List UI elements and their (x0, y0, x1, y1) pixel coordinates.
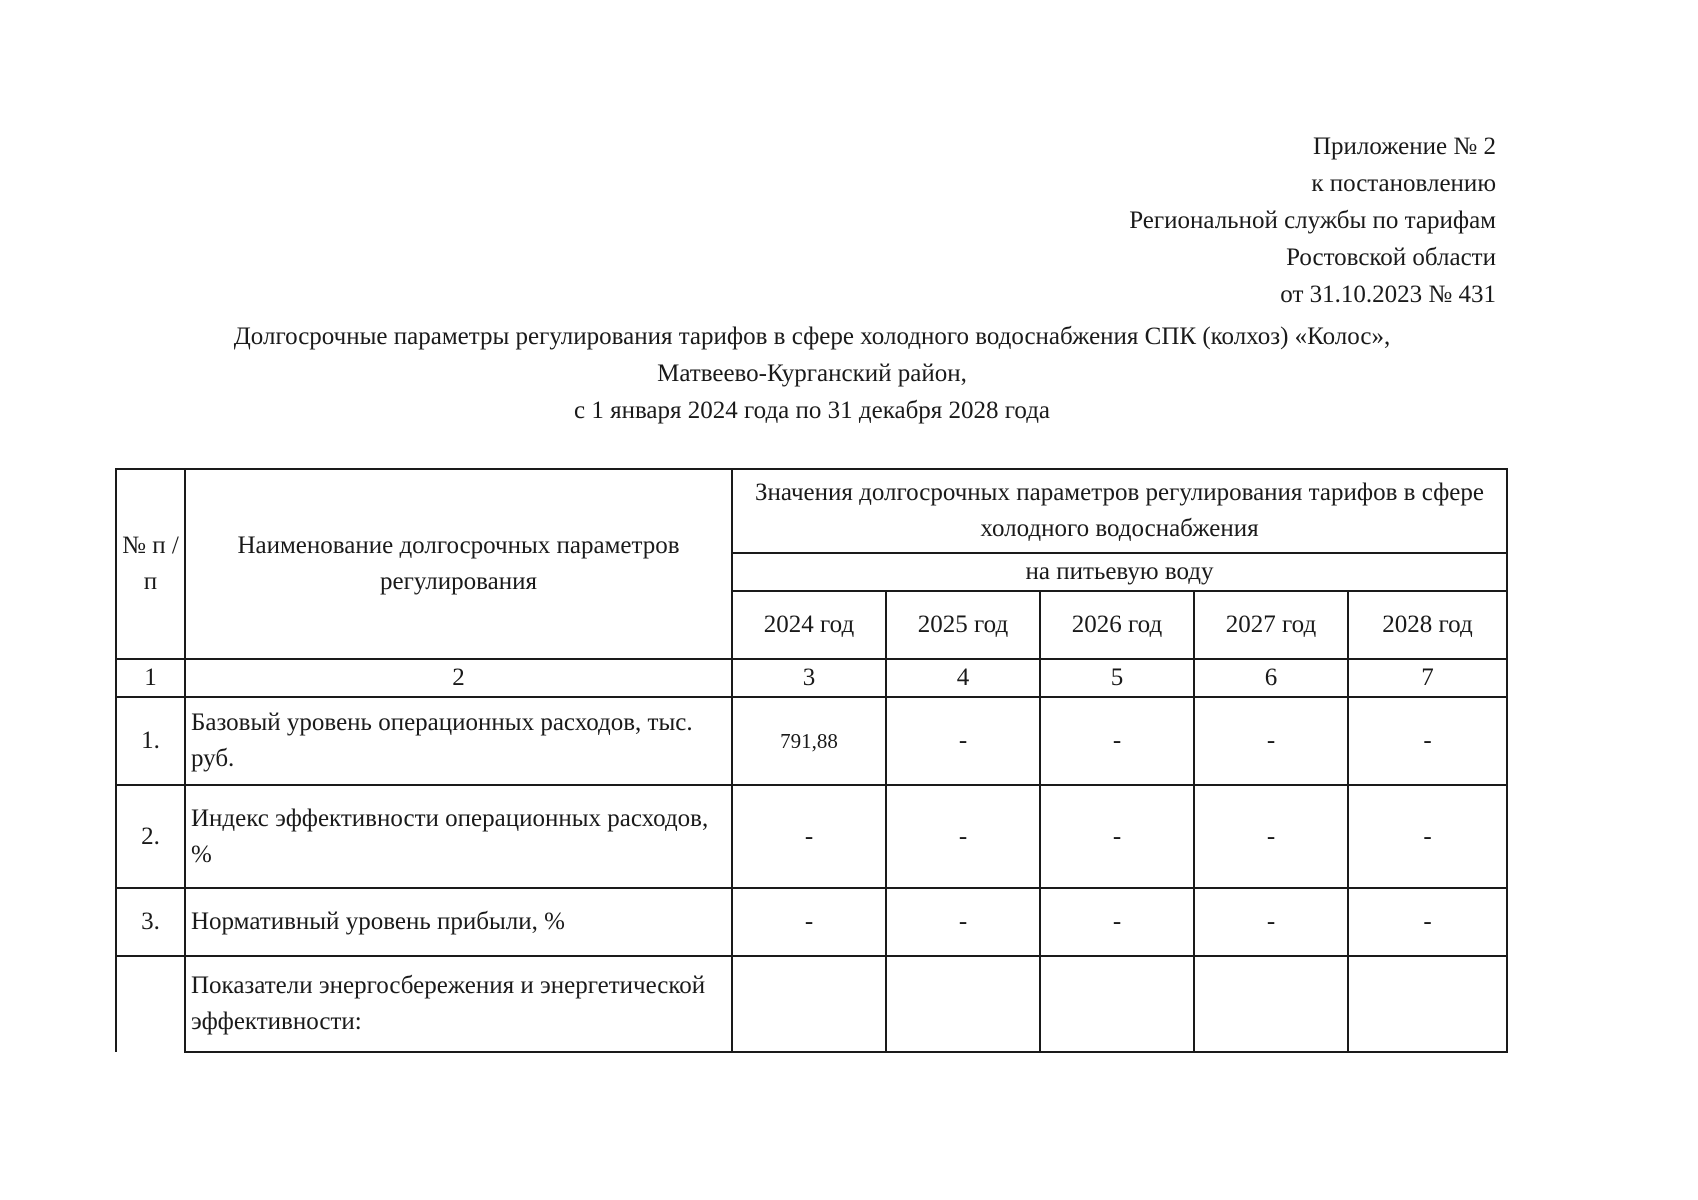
header-year: 2024 год (732, 591, 886, 659)
header-row-group (116, 469, 1507, 553)
row-value: - (732, 888, 886, 956)
appendix-line: Приложение № 2 (1312, 133, 1496, 160)
header-name: Наименование долгосрочных параметров регулирования (185, 469, 732, 659)
header-num: № п /п (116, 469, 185, 659)
row-num: 1. (116, 697, 185, 785)
row-value: - (732, 785, 886, 888)
header-year: 2026 год (1040, 591, 1194, 659)
table-row (116, 956, 1507, 1052)
header-values-group: Значения долгосрочных параметров регулирования тарифов в сфере холодного водоснабжения (732, 469, 1507, 553)
appendix-line: Региональной службы по тарифам (1129, 207, 1496, 234)
column-number: 4 (886, 659, 1040, 697)
row-value (1040, 956, 1194, 1052)
column-number: 2 (185, 659, 732, 697)
header-year: 2027 год (1194, 591, 1348, 659)
row-value (732, 956, 886, 1052)
table-row (116, 785, 1507, 888)
row-value: 791,88 (732, 697, 886, 785)
column-number: 1 (116, 659, 185, 697)
document-title (115, 318, 1509, 429)
appendix-line: к постановлению (1311, 170, 1496, 197)
header-year: 2025 год (886, 591, 1040, 659)
row-value: - (886, 785, 1040, 888)
row-value: - (1040, 785, 1194, 888)
row-num: 3. (116, 888, 185, 956)
row-value: - (1040, 888, 1194, 956)
row-name: Показатели энергосбережения и энергетической эффективности: (185, 956, 732, 1052)
header-year: 2028 год (1348, 591, 1507, 659)
row-value: - (1348, 888, 1507, 956)
row-num (116, 956, 185, 1052)
column-number: 6 (1194, 659, 1348, 697)
row-value (886, 956, 1040, 1052)
row-name: Нормативный уровень прибыли, % (185, 888, 732, 956)
title-line: Матвеево-Курганский район, (657, 360, 967, 387)
row-value: - (1348, 697, 1507, 785)
row-value (1194, 956, 1348, 1052)
column-number: 5 (1040, 659, 1194, 697)
row-value: - (886, 888, 1040, 956)
appendix-line: Ростовской области (1286, 244, 1496, 271)
header-subgroup: на питьевую воду (732, 553, 1507, 591)
row-value: - (1040, 697, 1194, 785)
column-numbers-row (116, 659, 1507, 697)
title-line: с 1 января 2024 года по 31 декабря 2028 года (573, 397, 1051, 424)
parameters-table (115, 468, 1508, 1053)
appendix-header (1129, 128, 1496, 313)
column-number: 3 (732, 659, 886, 697)
row-value (1348, 956, 1507, 1052)
table-row (116, 697, 1507, 785)
row-name: Индекс эффективности операционных расходов, % (185, 785, 732, 888)
column-number: 7 (1348, 659, 1507, 697)
row-name: Базовый уровень операционных расходов, тыс. руб. (185, 697, 732, 785)
row-value: - (1348, 785, 1507, 888)
row-value: - (1194, 697, 1348, 785)
table-row (116, 888, 1507, 956)
row-num: 2. (116, 785, 185, 888)
row-value: - (1194, 785, 1348, 888)
row-value: - (1194, 888, 1348, 956)
row-value: - (886, 697, 1040, 785)
appendix-line: от 31.10.2023 № 431 (1280, 281, 1496, 308)
title-line: Долгосрочные параметры регулирования тарифов в сфере холодного водоснабжения СПК (колхоз) «Колос», (233, 323, 1391, 350)
